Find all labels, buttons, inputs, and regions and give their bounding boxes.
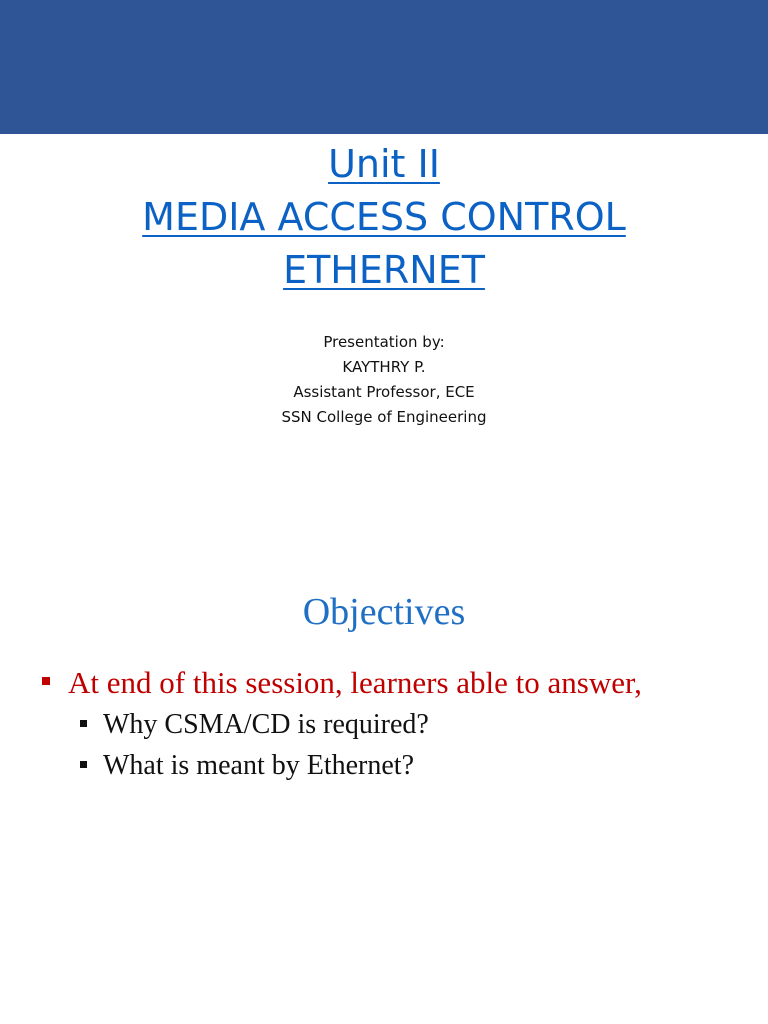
sub-bullet — [80, 747, 414, 785]
presenter-name: KAYTHRY P. — [342, 358, 426, 376]
presenter-institution: SSN College of Engineering — [281, 408, 487, 426]
square-bullet-icon — [80, 720, 87, 727]
main-bullet-text: At end of this session, learners able to answer, — [68, 665, 642, 700]
objectives-slide — [0, 574, 768, 1024]
square-bullet-icon — [80, 761, 87, 768]
objectives-heading: Objectives — [302, 591, 466, 633]
title-line-unit: Unit II — [328, 142, 440, 186]
slide-title — [0, 138, 768, 297]
presenter-label: Presentation by: — [323, 333, 445, 351]
presenter-info — [0, 330, 768, 430]
sub-bullet-text: Why CSMA/CD is required? — [103, 709, 429, 740]
sub-bullet — [80, 706, 429, 744]
title-slide — [0, 134, 768, 574]
title-line-topic: MEDIA ACCESS CONTROL — [142, 195, 626, 239]
presenter-position: Assistant Professor, ECE — [293, 383, 475, 401]
header-banner — [0, 0, 768, 134]
sub-bullet-text: What is meant by Ethernet? — [103, 750, 414, 781]
title-line-subtopic: ETHERNET — [283, 248, 485, 292]
square-bullet-icon — [42, 677, 50, 685]
main-bullet — [42, 662, 642, 704]
